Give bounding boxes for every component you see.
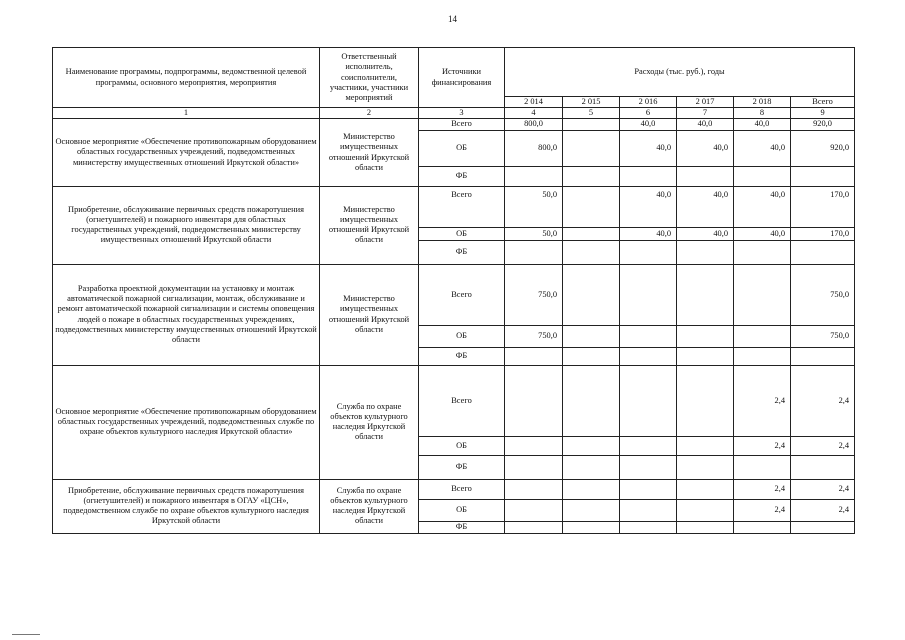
value-cell [677, 347, 734, 365]
value-cell [505, 521, 563, 533]
year-cell: 2 018 [734, 97, 791, 108]
value-total-cell [791, 455, 855, 479]
source-cell: ОБ [419, 499, 505, 521]
col-number: 2 [320, 108, 419, 119]
source-cell: ФБ [419, 455, 505, 479]
responsible-executor: Министерство имущественных отношений Иркутской области [320, 119, 419, 186]
value-cell [620, 347, 677, 365]
measure-name: Приобретение, обслуживание первичных средств пожаротушения (огнетушителей) и пожарного инвентаря для областных государственных учреждений, подведомственных министерству имущественных отношений Иркутской области [53, 186, 320, 264]
value-cell: 40,0 [620, 186, 677, 227]
value-cell [734, 264, 791, 325]
scan-artifact-line [12, 634, 40, 635]
col-number: 5 [563, 108, 620, 119]
source-cell: ОБ [419, 325, 505, 347]
value-cell [620, 436, 677, 455]
value-total-cell [791, 166, 855, 186]
value-cell [505, 166, 563, 186]
table-row [53, 365, 855, 436]
value-cell [620, 521, 677, 533]
measure-name: Основное мероприятие «Обеспечение противопожарным оборудованием областных государственных учреждений, подведомственных службе по охране объектов культурного наследия Иркутской области» [53, 365, 320, 479]
value-total-cell: 2,4 [791, 365, 855, 436]
value-cell [620, 479, 677, 499]
value-cell [505, 479, 563, 499]
source-cell: ОБ [419, 227, 505, 240]
value-cell [734, 240, 791, 264]
value-cell: 40,0 [620, 130, 677, 166]
table-row [53, 264, 855, 325]
source-cell: ФБ [419, 347, 505, 365]
col-number: 6 [620, 108, 677, 119]
value-cell [563, 365, 620, 436]
value-cell [563, 240, 620, 264]
value-total-cell: 920,0 [791, 130, 855, 166]
source-cell: Всего [419, 186, 505, 227]
value-cell [620, 455, 677, 479]
value-cell [620, 499, 677, 521]
source-cell: Всего [419, 119, 505, 130]
value-cell [734, 347, 791, 365]
value-cell [505, 365, 563, 436]
value-cell [563, 499, 620, 521]
value-cell: 40,0 [734, 119, 791, 130]
year-cell: 2 015 [563, 97, 620, 108]
value-cell: 2,4 [734, 499, 791, 521]
col-number: 3 [419, 108, 505, 119]
value-cell: 800,0 [505, 130, 563, 166]
measure-name: Разработка проектной документации на установку и монтаж автоматической пожарной сигнализации, монтаж, обслуживание и ремонт автоматической пожарной сигнализации и системы оповещения людей о пожаре в областных государственных учреждениях, подведомственных министерству имущественных отношений Иркутской области [53, 264, 320, 365]
measure-name: Приобретение, обслуживание первичных средств пожаротушения (огнетушителей) и пожарного инвентаря в ОГАУ «ЦСН», подведомственном службе по охране объектов культурного наследия Иркутской области [53, 479, 320, 533]
table-row [53, 479, 855, 499]
value-total-cell: 750,0 [791, 325, 855, 347]
financing-table [52, 47, 855, 534]
header-row [53, 48, 855, 97]
value-cell [677, 499, 734, 521]
col-number: 7 [677, 108, 734, 119]
value-cell [734, 455, 791, 479]
value-cell [620, 240, 677, 264]
value-cell [563, 455, 620, 479]
year-total-header: Всего [791, 97, 855, 108]
value-cell: 40,0 [677, 119, 734, 130]
col-number: 8 [734, 108, 791, 119]
value-cell [563, 119, 620, 130]
value-cell [677, 436, 734, 455]
value-cell [505, 347, 563, 365]
value-cell [563, 479, 620, 499]
value-cell [563, 521, 620, 533]
year-cell: 2 017 [677, 97, 734, 108]
source-cell: ФБ [419, 240, 505, 264]
value-cell [563, 264, 620, 325]
value-cell [734, 521, 791, 533]
value-cell [563, 436, 620, 455]
value-cell [563, 186, 620, 227]
value-cell: 40,0 [677, 130, 734, 166]
table-row [53, 186, 855, 227]
value-cell [734, 325, 791, 347]
value-cell [677, 365, 734, 436]
value-cell: 40,0 [734, 130, 791, 166]
source-cell: Всего [419, 479, 505, 499]
value-total-cell: 170,0 [791, 227, 855, 240]
value-cell: 50,0 [505, 186, 563, 227]
responsible-executor: Министерство имущественных отношений Иркутской области [320, 186, 419, 264]
responsible-executor: Служба по охране объектов культурного наследия Иркутской области [320, 479, 419, 533]
header-name: Наименование программы, подпрограммы, ведомственной целевой программы, основного мероприятия, мероприятия [53, 48, 320, 108]
value-total-cell [791, 521, 855, 533]
value-cell [677, 325, 734, 347]
source-cell: ФБ [419, 521, 505, 533]
value-cell: 40,0 [620, 227, 677, 240]
value-cell [620, 264, 677, 325]
value-total-cell: 170,0 [791, 186, 855, 227]
value-cell [677, 166, 734, 186]
value-cell: 40,0 [620, 119, 677, 130]
value-cell: 40,0 [677, 227, 734, 240]
value-cell: 2,4 [734, 479, 791, 499]
year-cell: 2 014 [505, 97, 563, 108]
column-numbers-row [53, 108, 855, 119]
value-cell: 40,0 [734, 227, 791, 240]
value-cell: 800,0 [505, 119, 563, 130]
value-cell [563, 347, 620, 365]
value-cell [505, 436, 563, 455]
responsible-executor: Министерство имущественных отношений Иркутской области [320, 264, 419, 365]
value-cell [734, 166, 791, 186]
value-cell [677, 521, 734, 533]
value-total-cell: 750,0 [791, 264, 855, 325]
value-cell [563, 166, 620, 186]
value-cell [620, 325, 677, 347]
value-cell [505, 240, 563, 264]
value-cell [563, 130, 620, 166]
responsible-executor: Служба по охране объектов культурного наследия Иркутской области [320, 365, 419, 479]
header-responsible: Ответственный исполнитель, соисполнители, участники, участники мероприятий [320, 48, 419, 108]
value-cell: 750,0 [505, 264, 563, 325]
col-number: 1 [53, 108, 320, 119]
source-cell: ОБ [419, 130, 505, 166]
value-cell: 750,0 [505, 325, 563, 347]
value-cell [563, 325, 620, 347]
value-total-cell [791, 240, 855, 264]
value-total-cell: 2,4 [791, 436, 855, 455]
value-cell [677, 479, 734, 499]
source-cell: ОБ [419, 436, 505, 455]
value-cell: 40,0 [677, 186, 734, 227]
value-cell: 50,0 [505, 227, 563, 240]
value-cell: 2,4 [734, 436, 791, 455]
value-cell [620, 166, 677, 186]
measure-name: Основное мероприятие «Обеспечение противопожарным оборудованием областных государственных учреждений, подведомственных министерству имущественных отношений Иркутской области» [53, 119, 320, 186]
source-cell: Всего [419, 264, 505, 325]
value-cell [677, 264, 734, 325]
col-number: 9 [791, 108, 855, 119]
header-expenses: Расходы (тыс. руб.), годы [505, 48, 855, 97]
header-sources: Источники финансирования [419, 48, 505, 108]
value-total-cell: 2,4 [791, 499, 855, 521]
value-cell [677, 455, 734, 479]
table-row [53, 119, 855, 130]
col-number: 4 [505, 108, 563, 119]
source-cell: ФБ [419, 166, 505, 186]
value-cell [505, 455, 563, 479]
value-cell: 2,4 [734, 365, 791, 436]
value-total-cell [791, 347, 855, 365]
source-cell: Всего [419, 365, 505, 436]
value-total-cell: 2,4 [791, 479, 855, 499]
value-total-cell: 920,0 [791, 119, 855, 130]
year-cell: 2 016 [620, 97, 677, 108]
value-cell [563, 227, 620, 240]
value-cell [620, 365, 677, 436]
value-cell [505, 499, 563, 521]
page-number: 14 [448, 14, 457, 24]
value-cell: 40,0 [734, 186, 791, 227]
value-cell [677, 240, 734, 264]
